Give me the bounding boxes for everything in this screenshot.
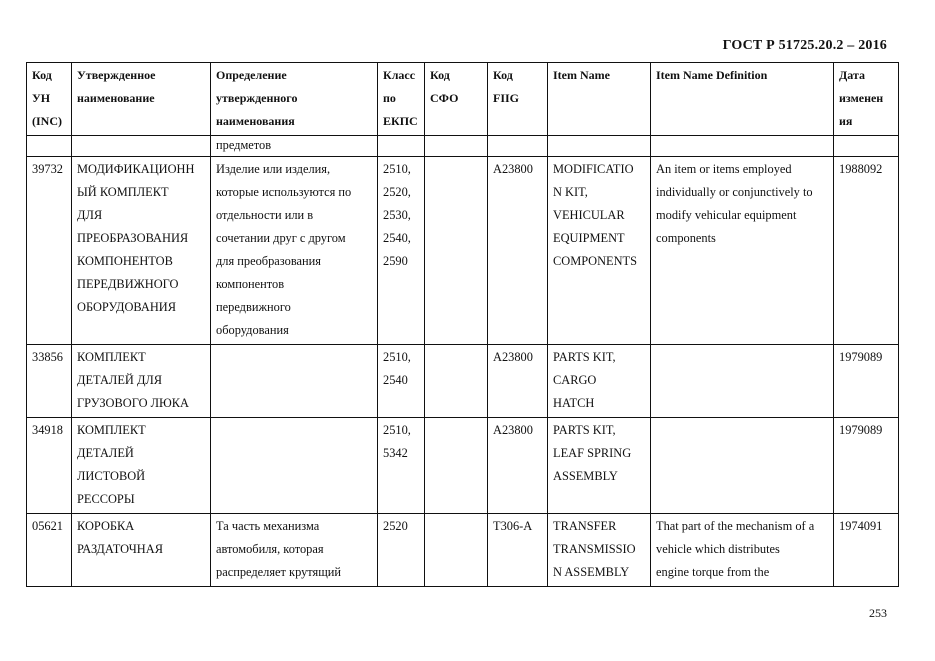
table-cell: [425, 136, 488, 157]
cell-line: МОДИФИКАЦИОНН: [77, 162, 195, 176]
column-header-item-name: [548, 63, 651, 136]
item-name-cell: [548, 157, 651, 345]
cell-line: components: [656, 231, 716, 245]
cell-line: engine torque from the: [656, 565, 770, 579]
cell-line: для преобразования: [216, 254, 321, 268]
cell-line: vehicle which distributes: [656, 542, 780, 556]
table-cell: [834, 136, 899, 157]
cell-line: modify vehicular equipment: [656, 208, 797, 222]
change-date-cell: 1988092: [834, 157, 899, 345]
cell-line: 2540,: [383, 231, 411, 245]
header-line: FIIG: [493, 91, 520, 105]
header-line: Код: [430, 68, 450, 82]
class-cell: [378, 418, 425, 514]
column-header-fiig: [488, 63, 548, 136]
cell-line: VEHICULAR: [553, 208, 625, 222]
approved-name-cell: [72, 514, 211, 587]
cell-line: КОМПОНЕНТОВ: [77, 254, 173, 268]
cell-line: передвижного: [216, 300, 291, 314]
header-line: Утвержденное: [77, 68, 156, 82]
item-name-cell: [548, 345, 651, 418]
cell-line: MODIFICATIO: [553, 162, 634, 176]
table-body: [27, 157, 899, 587]
document-code-header: ГОСТ Р 51725.20.2 – 2016: [722, 38, 887, 53]
cell-line: An item or items employed: [656, 162, 792, 176]
item-name-cell: [548, 418, 651, 514]
cell-line: Изделие или изделия,: [216, 162, 331, 176]
cell-line: 2590: [383, 254, 408, 268]
cell-line: 2510,: [383, 350, 411, 364]
cell-line: That part of the mechanism of a: [656, 519, 815, 533]
inc-cell: 33856: [27, 345, 72, 418]
header-line: изменен: [839, 91, 884, 105]
header-line: Определение: [216, 68, 287, 82]
cell-line: CARGO: [553, 373, 597, 387]
header-line: Код: [493, 68, 513, 82]
table-cell: [72, 136, 211, 157]
table-cell: [548, 136, 651, 157]
table-row: [27, 345, 899, 418]
cell-line: individually or conjunctively to: [656, 185, 813, 199]
class-cell: [378, 514, 425, 587]
definition-cell: [211, 345, 378, 418]
cell-line: РЕССОРЫ: [77, 492, 135, 506]
header-line: утвержденного: [216, 91, 298, 105]
change-date-cell: 1979089: [834, 418, 899, 514]
inc-cell: 34918: [27, 418, 72, 514]
column-header-item-name-definition: [651, 63, 834, 136]
table-cell: [488, 136, 548, 157]
table-cell: [378, 136, 425, 157]
definition-cell: [211, 157, 378, 345]
cell-line: TRANSMISSIO: [553, 542, 636, 556]
cell-line: ДЕТАЛЕЙ: [77, 446, 134, 460]
fiig-cell: T306-A: [488, 514, 548, 587]
header-line: Дата: [839, 68, 865, 82]
cell-line: ДЕТАЛЕЙ ДЛЯ: [77, 373, 163, 387]
cell-line: КОМПЛЕКТ: [77, 423, 146, 437]
page-number: 253: [869, 606, 887, 620]
fiig-cell: A23800: [488, 345, 548, 418]
cell-line: отдельности или в: [216, 208, 314, 222]
cell-line: компонентов: [216, 277, 285, 291]
cell-line: Та часть механизма: [216, 519, 320, 533]
column-header-sfo: [425, 63, 488, 136]
cell-line: ЫЙ КОМПЛЕКТ: [77, 185, 169, 199]
table-row: [27, 514, 899, 587]
definition-continuation-cell: предметов: [211, 136, 378, 157]
sfo-cell: [425, 157, 488, 345]
cell-line: ЛИСТОВОЙ: [77, 469, 146, 483]
column-header-change-date: [834, 63, 899, 136]
cell-line: КОМПЛЕКТ: [77, 350, 146, 364]
approved-name-cell: [72, 157, 211, 345]
sfo-cell: [425, 345, 488, 418]
cell-line: 2540: [383, 373, 408, 387]
header-line: Код: [32, 68, 52, 82]
approved-name-cell: [72, 345, 211, 418]
cell-line: ГРУЗОВОГО ЛЮКА: [77, 396, 189, 410]
header-line: Item Name: [553, 68, 610, 82]
cell-line: PARTS KIT,: [553, 350, 616, 364]
header-line: по: [383, 91, 396, 105]
table-row: [27, 418, 899, 514]
table-header-row: [27, 63, 899, 136]
change-date-cell: 1974091: [834, 514, 899, 587]
header-line: наименование: [77, 91, 155, 105]
item-name-definition-cell: [651, 157, 834, 345]
header-line: наименования: [216, 114, 295, 128]
cell-line: 2530,: [383, 208, 411, 222]
cell-line: распределяет крутящий: [216, 565, 342, 579]
cell-line: КОРОБКА: [77, 519, 135, 533]
header-line: ия: [839, 114, 853, 128]
fiig-cell: A23800: [488, 418, 548, 514]
definition-cell: [211, 514, 378, 587]
approved-name-cell: [72, 418, 211, 514]
cell-line: N KIT,: [553, 185, 588, 199]
cell-line: которые используются по: [216, 185, 352, 199]
catalog-table: [26, 62, 899, 587]
cell-line: автомобиля, которая: [216, 542, 324, 556]
table-cell: [651, 136, 834, 157]
table-cell: [27, 136, 72, 157]
header-line: УН: [32, 91, 51, 105]
cell-line: N ASSEMBLY: [553, 565, 630, 579]
change-date-cell: 1979089: [834, 345, 899, 418]
class-cell: [378, 345, 425, 418]
header-line: СФО: [430, 91, 459, 105]
sfo-cell: [425, 514, 488, 587]
cell-line: ПЕРЕДВИЖНОГО: [77, 277, 179, 291]
cell-line: ASSEMBLY: [553, 469, 618, 483]
column-header-inc: [27, 63, 72, 136]
header-line: (INC): [32, 114, 62, 128]
header-line: ЕКПС: [383, 114, 418, 128]
cell-line: ПРЕОБРАЗОВАНИЯ: [77, 231, 189, 245]
cell-line: 2510,: [383, 162, 411, 176]
continuation-row: [27, 136, 899, 157]
inc-cell: 05621: [27, 514, 72, 587]
table-row: [27, 157, 899, 345]
column-header-approved-name: [72, 63, 211, 136]
cell-line: РАЗДАТОЧНАЯ: [77, 542, 163, 556]
cell-line: LEAF SPRING: [553, 446, 632, 460]
item-name-definition-cell: [651, 514, 834, 587]
cell-line: сочетании друг с другом: [216, 231, 346, 245]
cell-line: ДЛЯ: [77, 208, 103, 222]
inc-cell: 39732: [27, 157, 72, 345]
header-line: Класс: [383, 68, 416, 82]
item-name-definition-cell: [651, 418, 834, 514]
cell-line: COMPONENTS: [553, 254, 637, 268]
item-name-cell: [548, 514, 651, 587]
item-name-definition-cell: [651, 345, 834, 418]
cell-line: 2520,: [383, 185, 411, 199]
column-header-definition: [211, 63, 378, 136]
cell-line: PARTS KIT,: [553, 423, 616, 437]
sfo-cell: [425, 418, 488, 514]
cell-line: 2510,: [383, 423, 411, 437]
cell-line: ОБОРУДОВАНИЯ: [77, 300, 177, 314]
cell-line: HATCH: [553, 396, 595, 410]
class-cell: [378, 157, 425, 345]
cell-line: EQUIPMENT: [553, 231, 625, 245]
definition-cell: [211, 418, 378, 514]
fiig-cell: A23800: [488, 157, 548, 345]
cell-line: 2520: [383, 519, 408, 533]
cell-line: TRANSFER: [553, 519, 617, 533]
column-header-class: [378, 63, 425, 136]
header-line: Item Name Definition: [656, 68, 768, 82]
cell-line: 5342: [383, 446, 408, 460]
cell-line: оборудования: [216, 323, 289, 337]
